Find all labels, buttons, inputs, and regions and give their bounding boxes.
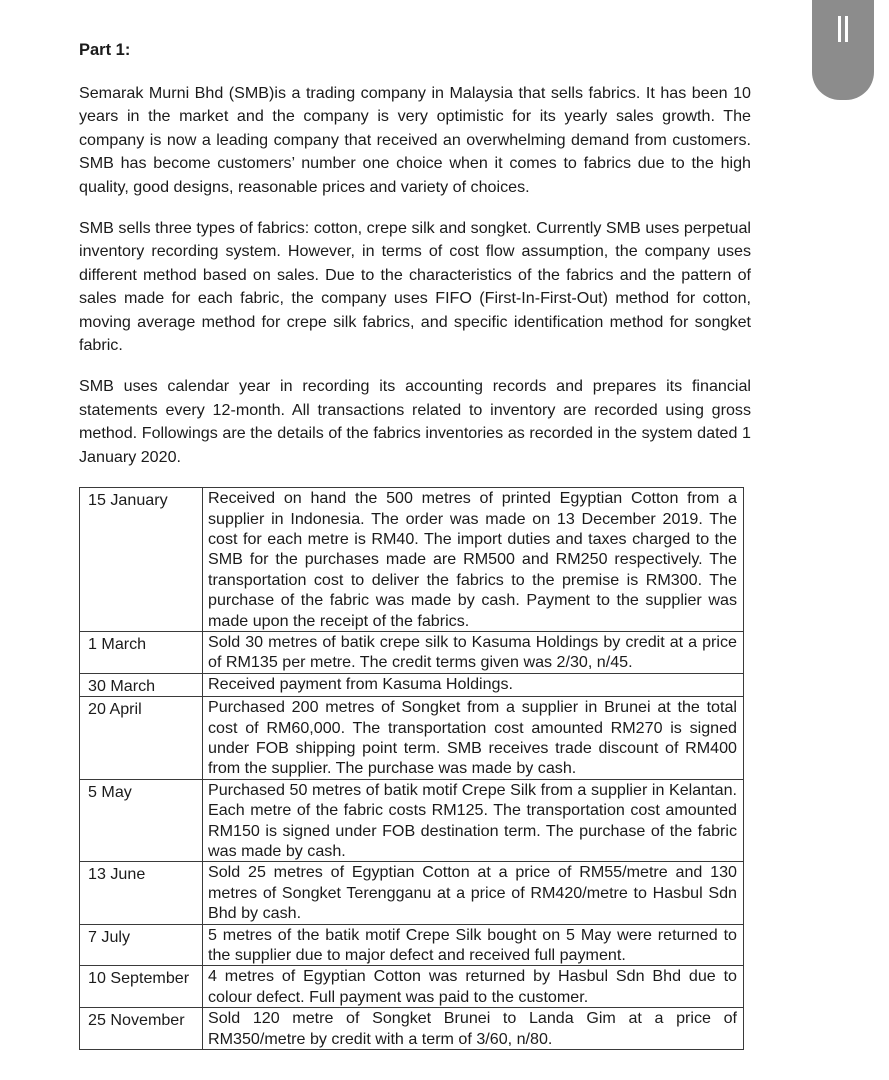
grip-line-icon bbox=[838, 16, 841, 42]
transaction-date: 13 June bbox=[80, 862, 203, 924]
transaction-date: 7 July bbox=[80, 924, 203, 966]
table-row bbox=[80, 488, 744, 632]
transaction-date: 30 March bbox=[80, 673, 203, 696]
transaction-date: 25 November bbox=[80, 1008, 203, 1050]
transaction-description: Purchased 200 metres of Songket from a supplier in Brunei at the total cost of RM60,000. The transportation cost amounted RM270 is signed under FOB shipping point term. SMB receives trade discount of RM400 from the supplier. The purchase was made by cash. bbox=[203, 697, 744, 780]
document-body bbox=[79, 38, 751, 1050]
table-row bbox=[80, 924, 744, 966]
transaction-description: 4 metres of Egyptian Cotton was returned by Hasbul Sdn Bhd due to colour defect. Full payment was paid to the customer. bbox=[203, 966, 744, 1008]
paragraph-inventory-methods: SMB sells three types of fabrics: cotton, crepe silk and songket. Currently SMB uses perpetual inventory recording system. However, in terms of cost flow assumption, the company uses different method based on sales. Due to the characteristics of the fabrics and the pattern of sales made for each fabric, the company uses FIFO (First-In-First-Out) method for cotton, moving average method for crepe silk fabrics, and specific identification method for songket fabric. bbox=[79, 219, 751, 355]
transaction-description: 5 metres of the batik motif Crepe Silk bought on 5 May were returned to the supplier due to major defect and received full payment. bbox=[203, 924, 744, 966]
transaction-description: Sold 30 metres of batik crepe silk to Kasuma Holdings by credit at a price of RM135 per metre. The credit terms given was 2/30, n/45. bbox=[203, 631, 744, 673]
transaction-date: 5 May bbox=[80, 779, 203, 862]
table-row bbox=[80, 631, 744, 673]
transaction-description: Received on hand the 500 metres of printed Egyptian Cotton from a supplier in Indonesia. The order was made on 13 December 2019. The cost for each metre is RM40. The import duties and taxes charged to the SMB for the purchases made are RM500 and RM250 respectively. The transportation cost to deliver the fabrics to the premise is RM300. The purchase of the fabric was made by cash. Payment to the supplier was made upon the receipt of the fabrics. bbox=[203, 488, 744, 632]
transaction-date: 20 April bbox=[80, 697, 203, 780]
transaction-description: Purchased 50 metres of batik motif Crepe Silk from a supplier in Kelantan. Each metre of the fabric costs RM125. The transportation cost amounted RM150 is signed under FOB destination term. The purchase of the fabric was made by cash. bbox=[203, 779, 744, 862]
paragraph-company-intro: Semarak Murni Bhd (SMB)is a trading company in Malaysia that sells fabrics. It has been 10 years in the market and the company is very optimistic for its yearly sales growth. The company is now a leading company that received an overwhelming demand from customers. SMB has become customers’ number one choice when it comes to fabrics due to the high quality, good designs, reasonable prices and variety of choices. bbox=[79, 84, 751, 196]
scroll-handle[interactable] bbox=[812, 0, 874, 100]
transaction-date: 15 January bbox=[80, 488, 203, 632]
table-row bbox=[80, 1008, 744, 1050]
table-row bbox=[80, 697, 744, 780]
table-row bbox=[80, 966, 744, 1008]
grip-line-icon bbox=[845, 16, 848, 42]
transaction-description: Received payment from Kasuma Holdings. bbox=[203, 673, 744, 696]
table-row bbox=[80, 673, 744, 696]
transactions-table bbox=[79, 487, 744, 1050]
part-heading: Part 1: bbox=[79, 41, 131, 59]
table-row bbox=[80, 862, 744, 924]
paragraph-accounting-period: SMB uses calendar year in recording its accounting records and prepares its financial statements every 12-month. All transactions related to inventory are recorded using gross method. Followings are the details of the fabrics inventories as recorded in the system dated 1 January 2020. bbox=[79, 377, 751, 466]
transaction-date: 10 September bbox=[80, 966, 203, 1008]
transaction-date: 1 March bbox=[80, 631, 203, 673]
transaction-description: Sold 120 metre of Songket Brunei to Landa Gim at a price of RM350/metre by credit with a term of 3/60, n/80. bbox=[203, 1008, 744, 1050]
transaction-description: Sold 25 metres of Egyptian Cotton at a price of RM55/metre and 130 metres of Songket Terengganu at a price of RM420/metre to Hasbul Sdn Bhd by cash. bbox=[203, 862, 744, 924]
table-row bbox=[80, 779, 744, 862]
